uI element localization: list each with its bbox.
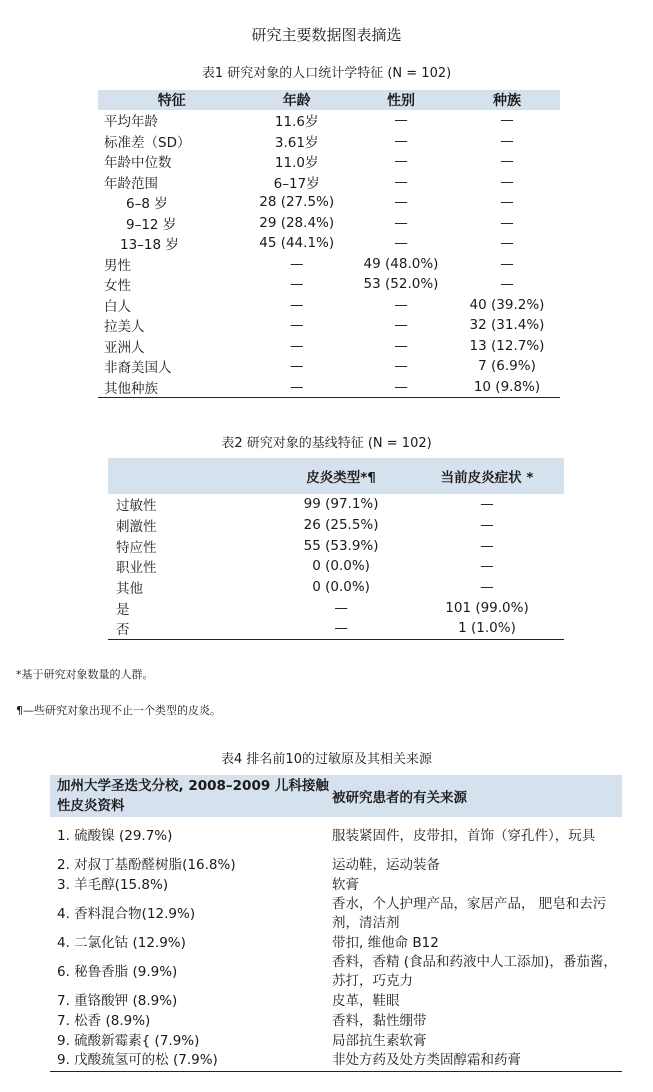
table-row xyxy=(50,953,622,991)
allergen-cell: 1. 硫酸镍 (29.7%) xyxy=(57,827,173,844)
dermatitis-type-cell: — xyxy=(334,599,348,616)
source-cell: 带扣, 维他命 B12 xyxy=(332,934,439,951)
table-row xyxy=(108,494,564,515)
row-label: 职业性 xyxy=(116,560,157,577)
row-label: 非裔美国人 xyxy=(104,360,172,377)
row-label: 拉美人 xyxy=(104,319,145,336)
table-row xyxy=(98,110,560,131)
age-cell: — xyxy=(289,317,304,334)
current-symptom-cell: — xyxy=(480,537,494,554)
table-row xyxy=(108,515,564,536)
table-row xyxy=(108,556,564,577)
age-cell: — xyxy=(245,377,348,398)
table-row xyxy=(98,213,560,234)
table-row xyxy=(108,535,564,556)
table-row xyxy=(50,1051,622,1071)
column-header: 特征 xyxy=(98,90,245,110)
race-cell: 13 (12.7%) xyxy=(469,337,545,354)
row-label: 平均年龄 xyxy=(104,114,158,131)
column-header: 加州大学圣迭戈分校, 2008–2009 儿科接触性皮炎资料 xyxy=(50,775,332,817)
dermatitis-type-cell: 0 (0.0%) xyxy=(312,558,370,575)
table-row xyxy=(98,254,560,275)
age-cell: 29 (28.4%) xyxy=(259,214,335,231)
row-label: 刺激性 xyxy=(116,519,157,536)
race-cell: — xyxy=(500,255,514,272)
sex-cell: — xyxy=(394,132,408,149)
current-symptom-cell: — xyxy=(480,496,494,513)
table-row xyxy=(50,1011,622,1031)
table-row xyxy=(98,151,560,172)
age-cell: — xyxy=(289,255,304,272)
race-cell: 7 (6.9%) xyxy=(478,358,536,375)
table-row xyxy=(50,991,622,1011)
race-cell: — xyxy=(500,132,514,149)
race-cell: — xyxy=(500,173,514,190)
table4-caption: 表4 排名前10的过敏原及其相关来源 xyxy=(221,752,432,767)
dermatitis-type-cell: 0 (0.0%) xyxy=(312,579,370,596)
row-label: 女性 xyxy=(104,278,131,295)
row-label: 白人 xyxy=(104,298,131,315)
table-row xyxy=(98,336,560,357)
sex-cell: — xyxy=(394,317,408,334)
allergen-cell: 4. 二氯化钴 (12.9%) xyxy=(57,934,186,951)
row-label: 特应性 xyxy=(116,539,157,556)
table-row xyxy=(108,597,564,618)
race-cell: — xyxy=(500,214,514,231)
race-cell: 40 (39.2%) xyxy=(469,296,545,313)
dermatitis-type-cell: 55 (53.9%) xyxy=(303,537,379,554)
sex-cell: — xyxy=(394,153,408,170)
sex-cell: — xyxy=(348,377,454,398)
current-symptom-cell: — xyxy=(480,579,494,596)
dermatitis-type-cell: — xyxy=(272,618,410,639)
page-title: 研究主要数据图表摘选 xyxy=(251,26,402,44)
allergen-cell: 4. 香料混合物(12.9%) xyxy=(57,905,196,922)
current-symptom-cell: 101 (99.0%) xyxy=(445,599,529,616)
table2-caption: 表2 研究对象的基线特征 (N = 102) xyxy=(221,436,432,451)
current-symptom-cell: — xyxy=(480,517,494,534)
source-cell: 服装紧固件，皮带扣，首饰（穿孔件），玩具 xyxy=(332,827,596,844)
footnote: ¶—些研究对象出现不止一个类型的皮炎。 xyxy=(16,704,221,717)
sex-cell: — xyxy=(394,235,408,252)
dermatitis-type-cell: 99 (97.1%) xyxy=(303,496,379,513)
allergen-cell: 3. 羊毛醇(15.8%) xyxy=(57,876,169,893)
row-label: 标准差（SD） xyxy=(104,134,191,151)
row-label: 6–8 岁 xyxy=(126,196,168,213)
allergen-cell: 9. 硫酸新霉素{ (7.9%) xyxy=(57,1032,200,1049)
table-header-row xyxy=(50,775,622,817)
source-cell: 局部抗生素软膏 xyxy=(332,1032,427,1049)
race-cell: — xyxy=(500,112,514,129)
current-symptom-cell: — xyxy=(480,558,494,575)
row-label: 年龄范围 xyxy=(104,175,158,192)
table-row xyxy=(108,618,564,639)
row-label: 男性 xyxy=(104,257,131,274)
source-cell: 软膏 xyxy=(332,876,359,893)
row-label: 过敏性 xyxy=(116,498,157,515)
sex-cell: 49 (48.0%) xyxy=(363,255,439,272)
age-cell: — xyxy=(289,276,304,293)
table-row xyxy=(50,1031,622,1051)
sex-cell: — xyxy=(394,194,408,211)
source-cell: 香水，个人护理产品，家居产品， 肥皂和去污剂，清洁剂 xyxy=(332,896,607,931)
row-label: 13–18 岁 xyxy=(120,237,179,254)
row-label: 其他 xyxy=(116,581,143,598)
table-row xyxy=(50,895,622,933)
allergen-cell: 6. 秘鲁香脂 (9.9%) xyxy=(57,963,178,980)
age-cell: 45 (44.1%) xyxy=(259,235,335,252)
table-row xyxy=(50,933,622,953)
column-header: 被研究患者的有关来源 xyxy=(332,775,622,817)
race-cell: — xyxy=(500,153,514,170)
row-label: 9–12 岁 xyxy=(126,216,177,233)
allergen-cell: 7. 重铬酸钾 (8.9%) xyxy=(57,992,178,1009)
table-row xyxy=(98,377,560,398)
sex-cell: — xyxy=(394,173,408,190)
column-header: 种族 xyxy=(454,90,560,110)
table1-caption: 表1 研究对象的人口统计学特征 (N = 102) xyxy=(201,66,452,81)
source-cell: 香料，香精 (食品和药液中人工添加)，番茄酱，苏打，巧克力 xyxy=(332,954,617,989)
column-header: 皮炎类型*¶ xyxy=(272,458,410,494)
source-cell: 香料，黏性绷带 xyxy=(332,1012,427,1029)
source-cell: 皮革，鞋眼 xyxy=(332,992,400,1009)
race-cell: 32 (31.4%) xyxy=(469,317,545,334)
table-row xyxy=(98,192,560,213)
table-row xyxy=(98,172,560,193)
sex-cell: — xyxy=(394,296,408,313)
table-row xyxy=(50,817,622,855)
baseline-table xyxy=(108,458,564,640)
race-cell: — xyxy=(500,235,514,252)
table-row xyxy=(98,295,560,316)
column-header xyxy=(108,458,272,494)
table-header-row xyxy=(98,90,560,110)
age-cell: — xyxy=(289,337,304,354)
age-cell: 11.0岁 xyxy=(274,155,319,172)
row-label: 是 xyxy=(116,601,130,618)
allergen-cell: 2. 对叔丁基酚醛树脂(16.8%) xyxy=(57,856,236,873)
table-header-row xyxy=(108,458,564,494)
row-label: 年龄中位数 xyxy=(104,155,172,172)
sex-cell: 53 (52.0%) xyxy=(363,276,439,293)
race-cell: — xyxy=(500,194,514,211)
table-row xyxy=(98,131,560,152)
table-row xyxy=(98,356,560,377)
table-row xyxy=(108,577,564,598)
row-label: 否 xyxy=(108,618,272,639)
age-cell: 6–17岁 xyxy=(273,175,320,192)
table-row xyxy=(98,274,560,295)
demographics-table xyxy=(98,90,560,398)
dermatitis-type-cell: 26 (25.5%) xyxy=(303,517,379,534)
column-header: 当前皮炎症状 * xyxy=(410,458,564,494)
race-cell: — xyxy=(500,276,514,293)
table-row xyxy=(98,315,560,336)
allergen-cell: 9. 戊酸巯氢可的松 (7.9%) xyxy=(50,1051,332,1071)
age-cell: 3.61岁 xyxy=(274,134,319,151)
row-label: 亚洲人 xyxy=(104,339,145,356)
table-row xyxy=(50,875,622,895)
age-cell: — xyxy=(289,358,304,375)
age-cell: — xyxy=(289,296,304,313)
row-label: 其他种族 xyxy=(98,377,245,398)
footnote: *基于研究对象数量的人群。 xyxy=(16,668,154,681)
column-header: 性别 xyxy=(348,90,454,110)
race-cell: 10 (9.8%) xyxy=(454,377,560,398)
age-cell: 11.6岁 xyxy=(274,114,319,131)
sex-cell: — xyxy=(394,337,408,354)
sex-cell: — xyxy=(394,358,408,375)
allergen-cell: 7. 松香 (8.9%) xyxy=(57,1012,151,1029)
allergen-table xyxy=(50,775,622,1072)
sex-cell: — xyxy=(394,112,408,129)
source-cell: 运动鞋，运动装备 xyxy=(332,856,440,873)
column-header: 年龄 xyxy=(245,90,348,110)
age-cell: 28 (27.5%) xyxy=(259,194,335,211)
table-row xyxy=(50,855,622,875)
sex-cell: — xyxy=(394,214,408,231)
source-cell: 非处方药及处方类固醇霜和药膏 xyxy=(332,1051,622,1071)
current-symptom-cell: 1 (1.0%) xyxy=(410,618,564,639)
table-row xyxy=(98,233,560,254)
